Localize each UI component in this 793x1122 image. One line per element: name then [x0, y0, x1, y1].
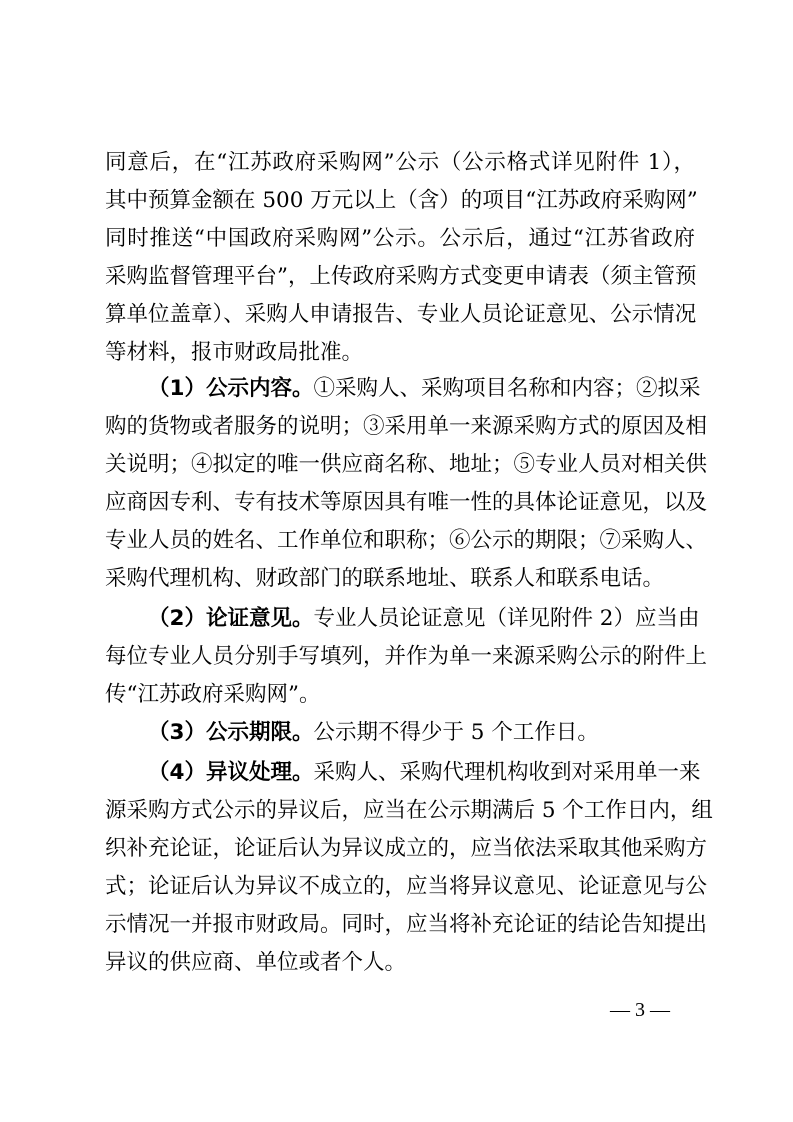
body-text: ①采购人、采购项目名称和内容；②拟采: [313, 376, 701, 401]
body-text-line: 应商因专利、专有技术等原因具有唯一性的具体论证意见，以及: [105, 490, 708, 515]
body-text-line: 购的货物或者服务的说明；③采用单一来源采购方式的原因及相: [105, 414, 708, 439]
body-text-line: 示情况一并报市财政局。同时，应当将补充论证的结论告知提出: [105, 912, 708, 937]
page-number: — 3 —: [610, 999, 670, 1021]
body-text: 公示期不得少于 5 个工作日。: [313, 720, 599, 745]
body-text-line: 传“江苏政府采购网”。: [105, 682, 321, 707]
paragraph-first-line: [148, 369, 701, 409]
body-text-line: 采购代理机构、财政部门的联系地址、联系人和联系电话。: [105, 566, 665, 591]
body-text-line: 算单位盖章）、采购人申请报告、专业人员论证意见、公示情况: [105, 302, 697, 327]
paragraph-first-line: [148, 713, 695, 753]
section-heading: （4）异议处理。: [148, 760, 314, 785]
section-heading: （1）公示内容。: [148, 376, 314, 401]
body-text-line: 源采购方式公示的异议后，应当在公示期满后 5 个工作日内，组: [105, 798, 713, 823]
body-text-line: 其中预算金额在 500 万元以上（含）的项目“江苏政府采购网”: [105, 188, 698, 213]
section-heading: （2）论证意见。: [148, 606, 314, 631]
body-text: 专业人员论证意见（详见附件 2）应当由: [313, 606, 700, 631]
body-text-line: 异议的供应商、单位或者个人。: [105, 950, 407, 975]
paragraph-first-line: [148, 753, 701, 793]
body-text-line: 关说明；④拟定的唯一供应商名称、地址；⑤专业人员对相关供: [105, 452, 708, 477]
body-text-line: 同时推送“中国政府采购网”公示。公示后，通过“江苏省政府: [105, 226, 695, 251]
body-text-line: 专业人员的姓名、工作单位和职称；⑥公示的期限；⑦采购人、: [105, 528, 708, 553]
section-heading: （3）公示期限。: [148, 720, 314, 745]
body-text-line: 每位专业人员分别手写填列，并作为单一来源采购公示的附件上: [105, 644, 708, 669]
body-text-line: 等材料，报市财政局批准。: [105, 340, 364, 365]
body-text-line: 式；论证后认为异议不成立的，应当将异议意见、论证意见与公: [105, 874, 708, 899]
body-text-line: 同意后，在“江苏政府采购网”公示（公示格式详见附件 1），: [105, 150, 695, 175]
paragraph-first-line: [148, 599, 700, 639]
body-text-line: 采购监督管理平台”，上传政府采购方式变更申请表（须主管预: [105, 264, 697, 289]
body-text: 采购人、采购代理机构收到对采用单一来: [313, 760, 701, 785]
body-text-line: 织补充论证，论证后认为异议成立的，应当依法采取其他采购方: [105, 836, 708, 861]
